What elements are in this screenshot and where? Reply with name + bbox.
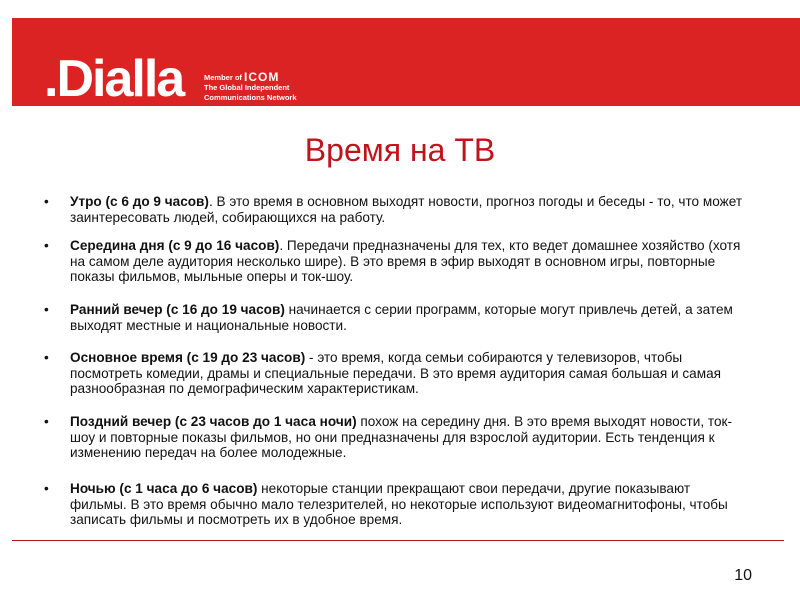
bullet-text: - это время, когда семьи собираются у телевизоров, чтобы посмотреть комедии, драмы и специальные передачи. В это время аудитория самая большая и самая разнообразная по демографическим характеристикам. bbox=[70, 350, 721, 396]
icom-member-note bbox=[204, 72, 297, 103]
bullet-dot-icon: • bbox=[44, 238, 49, 253]
bullet-dot-icon: • bbox=[44, 481, 49, 496]
bullet-dot-icon: • bbox=[44, 414, 49, 429]
bullet-text: похож на середину дня. В это время выходят новости, ток-шоу и повторные показы фильмов, но они предназначены для взрослой аудитории. Есть тенденция к изменению передач на более молодежные. bbox=[70, 414, 732, 460]
bullet-item bbox=[44, 350, 750, 397]
bullet-text: . Передачи предназначены для тех, кто ведет домашнее хозяйство (хотя на самом деле аудитория несколько шире). В это время в эфир выходят в основном игры, повторные показы фильмов, мыльные оперы и ток-шоу. bbox=[70, 238, 741, 284]
bullet-item bbox=[44, 238, 750, 285]
bullet-text: некоторые станции прекращают свои передачи, другие показывают фильмы. В это время обычно мало телезрителей, но некоторые используют видеомагнитофоны, чтобы записать фильмы и посмотреть их в удобное время. bbox=[70, 481, 728, 527]
bullet-item bbox=[44, 481, 750, 528]
bullet-dot-icon: • bbox=[44, 194, 49, 209]
bullet-heading: Середина дня (с 9 до 16 часов) bbox=[70, 238, 280, 253]
bullet-heading: Поздний вечер (с 23 часов до 1 часа ночи) bbox=[70, 414, 357, 429]
bullet-heading: Ранний вечер (с 16 до 19 часов) bbox=[70, 302, 285, 317]
bullet-text: . В это время в основном выходят новости, прогноз погоды и беседы - то, что может заинтересовать людей, собирающихся на работу. bbox=[70, 194, 743, 225]
bullet-heading: Ночью (с 1 часа до 6 часов) bbox=[70, 481, 258, 496]
member-line2: The Global Independent bbox=[204, 83, 290, 92]
bullet-item bbox=[44, 194, 750, 225]
member-line3: Communications Network bbox=[204, 93, 297, 102]
bullet-text: начинается с серии программ, которые могут привлечь детей, а затем выходят местные и национальные новости. bbox=[70, 302, 733, 333]
bullet-item bbox=[44, 414, 750, 461]
page-number: 10 bbox=[734, 567, 752, 584]
slide-title: Время на ТВ bbox=[304, 132, 496, 168]
bullet-dot-icon: • bbox=[44, 302, 49, 317]
bullet-heading: Основное время (с 19 до 23 часов) bbox=[70, 350, 306, 365]
icom-logo-text: ICOM bbox=[244, 70, 280, 84]
member-prefix: Member of bbox=[204, 73, 245, 82]
bullet-dot-icon: • bbox=[44, 350, 49, 365]
footer-divider bbox=[12, 540, 784, 541]
bullet-item bbox=[44, 302, 750, 333]
bullet-heading: Утро (с 6 до 9 часов) bbox=[70, 194, 209, 209]
logo-text: .Dialla bbox=[44, 50, 184, 108]
